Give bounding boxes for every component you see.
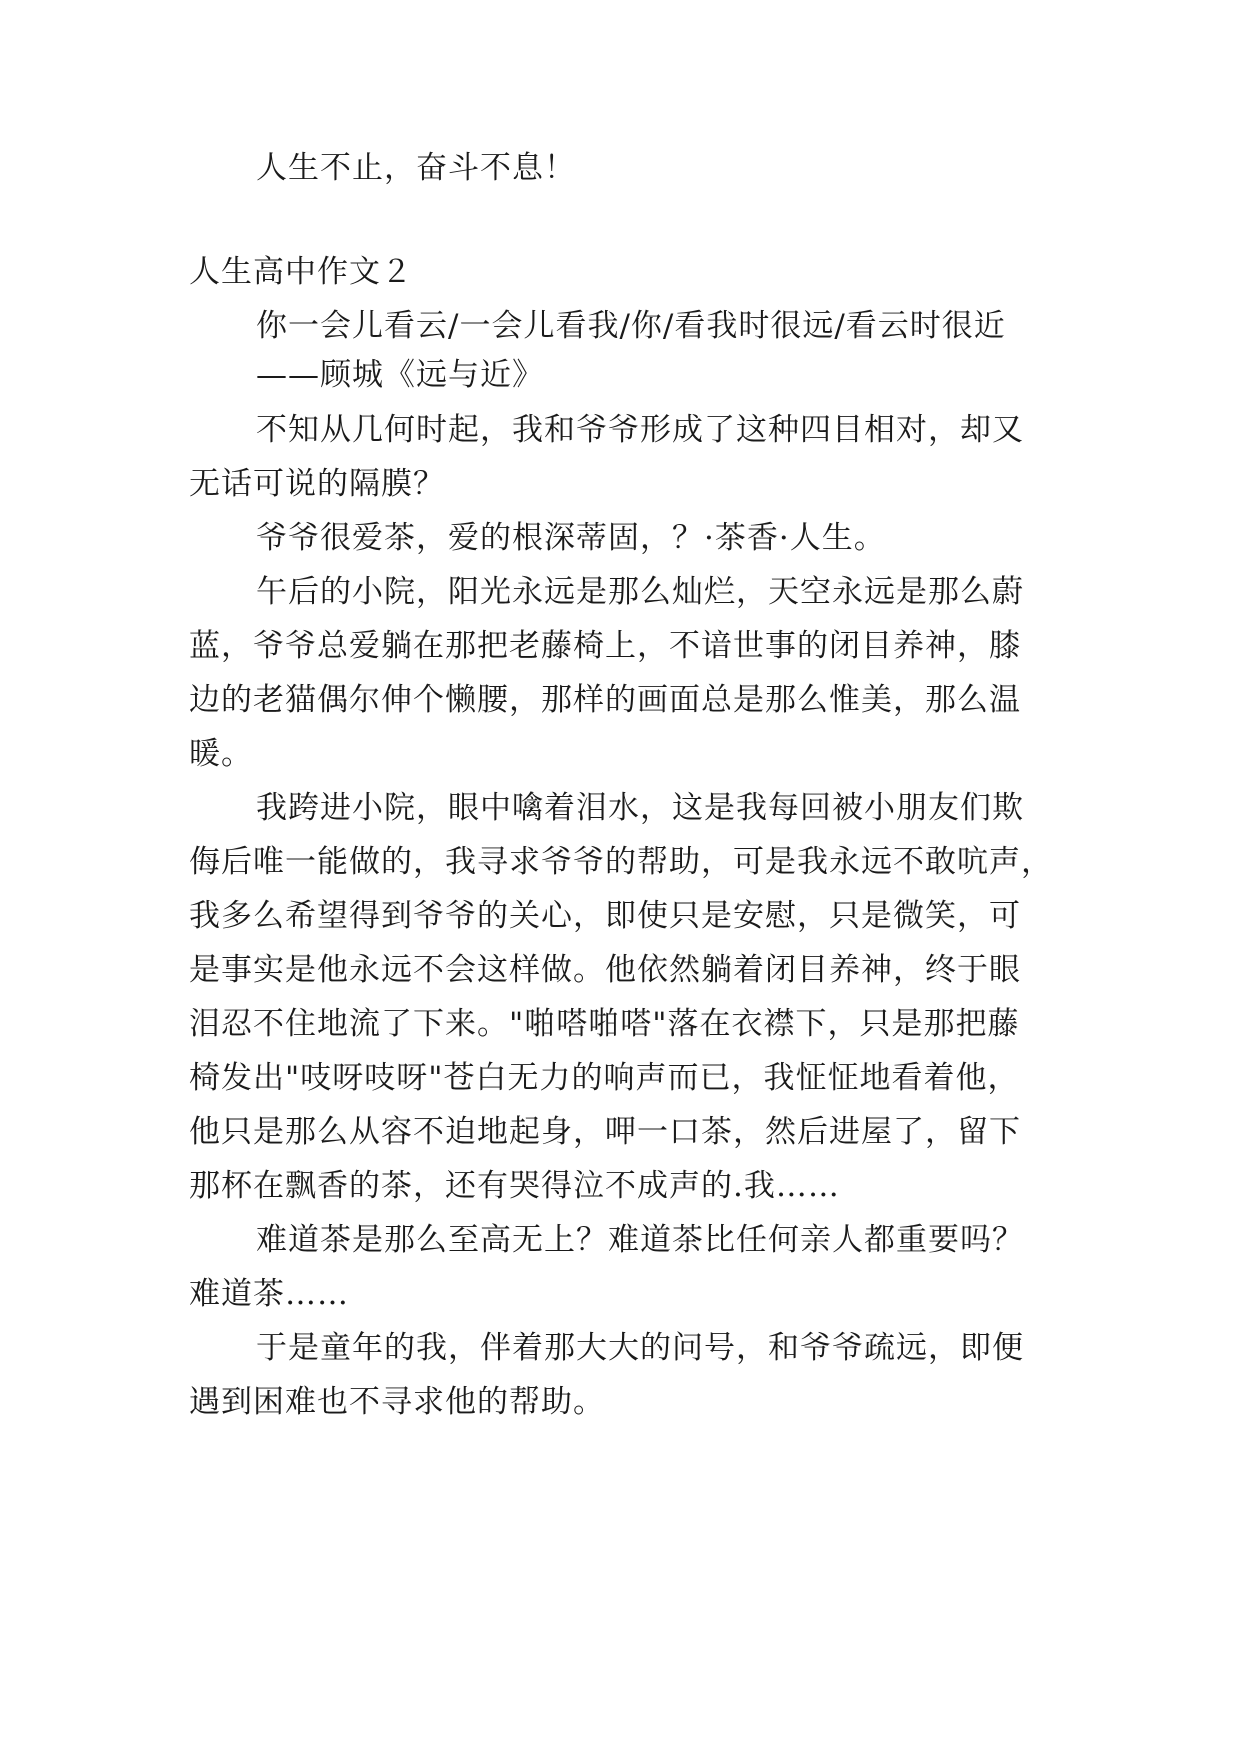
paragraph-line: 午后的小院，阳光永远是那么灿烂，天空永远是那么蔚 [256,574,1024,610]
essay-title: 人生高中作文２ [189,254,413,290]
paragraph-line: 难道茶是那么至高无上？难道茶比任何亲人都重要吗？ [256,1222,1024,1258]
paragraph-line: 我跨进小院，眼中噙着泪水，这是我每回被小朋友们欺 [256,790,1024,826]
paragraph-line: 我多么希望得到爷爷的关心，即使只是安慰，只是微笑，可 [189,898,1021,934]
epigraph-attribution: ——顾城《远与近》 [256,357,544,393]
paragraph-line: 泪忍不住地流了下来。"啪嗒啪嗒"落在衣襟下，只是那把藤 [189,1006,1020,1042]
paragraph-line: 于是童年的我，伴着那大大的问号，和爷爷疏远，即便 [256,1330,1024,1366]
closing-line: 人生不止，奋斗不息！ [256,150,576,186]
paragraph-line: 爷爷很爱茶，爱的根深蒂固，？·茶香·人生。 [256,520,886,556]
paragraph-line: 他只是那么从容不迫地起身，呷一口茶，然后进屋了，留下 [189,1114,1021,1150]
paragraph-line: 不知从几何时起，我和爷爷形成了这种四目相对，却又 [256,412,1024,448]
paragraph-line: 那杯在飘香的茶，还有哭得泣不成声的.我…… [189,1168,840,1204]
paragraph-line: 是事实是他永远不会这样做。他依然躺着闭目养神，终于眼 [189,952,1021,988]
epigraph-poem-line: 你一会儿看云/一会儿看我/你/看我时很远/看云时很近 [256,308,1006,344]
paragraph-line: 边的老猫偶尔伸个懒腰，那样的画面总是那么惟美，那么温 [189,682,1021,718]
paragraph-line: 无话可说的隔膜？ [189,466,445,502]
paragraph-line: 难道茶…… [189,1276,349,1312]
paragraph-line: 暖。 [189,736,253,772]
paragraph-line: 侮后唯一能做的，我寻求爷爷的帮助，可是我永远不敢吭声， [189,844,1053,880]
paragraph-line: 蓝，爷爷总爱躺在那把老藤椅上，不谙世事的闭目养神，膝 [189,628,1021,664]
paragraph-line: 遇到困难也不寻求他的帮助。 [189,1384,605,1420]
paragraph-line: 椅发出"吱呀吱呀"苍白无力的响声而已，我怔怔地看着他， [189,1060,1020,1096]
